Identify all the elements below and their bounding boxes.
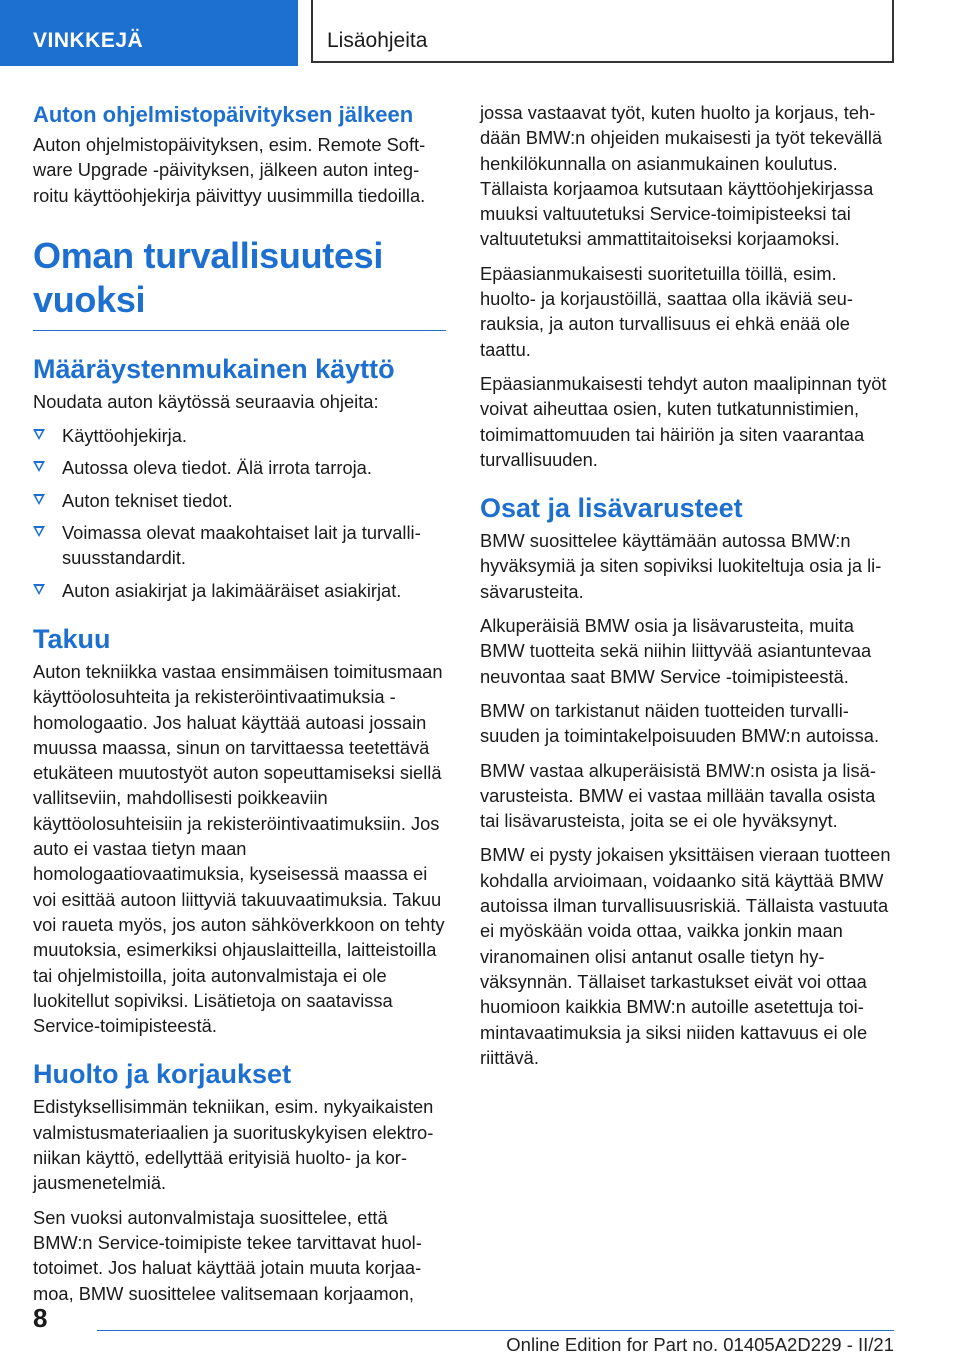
section-software-update: [33, 100, 446, 208]
right-column: [480, 100, 894, 1079]
paragraph-service-2: Sen vuoksi autonvalmistaja suosittelee, että BMW:n Service-toimipiste tekee tarvittavat huoltotoimet. Jos haluat käyttää jotain muuta korjaamoa, BMW suosittelee valitsemaan korjaamon,: [33, 1206, 422, 1304]
chapter-tab-label: VINKKEJÄ: [33, 29, 144, 52]
paragraph-service-continued: jossa vastaavat työt, kuten huolto ja korjaus, tehdään BMW:n ohjeiden mukaisesti ja työt tekevällä henkilökunnalla on asianmukainen koulutus. Tällaista korjaamoa kutsutaan käyttöohjekirjassa muuksi valtuutetuksi Service-toimipisteeksi tai valtuutetuksi ammattitaitoiseksi korjaamoksi.: [480, 102, 883, 250]
paragraph-improper-work-1: Epäasianmukaisesti suoritetuilla töillä, esim. huolto- ja korjaustöillä, saattaa olla ikäviä seurauksia, ja auton turvallisuus ei ehkä enää ole taattu.: [480, 262, 853, 360]
list-item: Autossa oleva tiedot. Älä irrota tarroja.: [33, 455, 446, 480]
section-proper-use: [33, 353, 446, 603]
footer-edition: Online Edition for Part no. 01405A2D229 - II/21: [506, 1334, 894, 1355]
chapter-heading-wrap: [33, 234, 446, 331]
heading-parts: Osat ja lisävarusteet: [480, 493, 743, 524]
section-header-title: Lisäohjeita: [327, 29, 428, 52]
paragraph-service-1: Edistyksellisimmän tekniikan, esim. nykyaikaisten valmistusmateriaalien ja suorituskykyisen elektroniikan käyttö, edellyttää erityisiä huolto- ja korjausmenetelmiä.: [33, 1096, 434, 1194]
list-item: Käyttöohjekirja.: [33, 423, 446, 448]
heading-service: Huolto ja korjaukset: [33, 1059, 292, 1090]
bullet-list: [33, 423, 446, 603]
triangle-bullet-icon: [33, 494, 45, 505]
paragraph-parts-5: BMW ei pysty jokaisen yksittäisen vieraan tuotteen kohdalla arvioimaan, voidaanko sitä käyttää BMW autoissa ilman turvallisuusriskiä. Tällaista vastuuta ei myöskään voida ottaa, vaikka jonkin maan viranomainen olisi antanut osalle tietyn hyväksynnän. Tällaiset tarkastukset eivät voi ottaa huomioon kaikkia BMW:n autoille asetettuja toimintavaatimuksia ja siksi niiden kattavuus ei ole riittävä.: [480, 844, 891, 1068]
footer-divider: [97, 1330, 894, 1331]
triangle-bullet-icon: [33, 461, 45, 472]
section-header: [311, 0, 894, 63]
triangle-bullet-icon: [33, 429, 45, 440]
section-warranty: [33, 623, 446, 1038]
heading-software-update: Auton ohjelmistopäivityksen jälkeen: [33, 102, 414, 127]
triangle-bullet-icon: [33, 584, 45, 595]
chapter-tab: [0, 0, 298, 66]
list-item: Auton asiakirjat ja lakimääräiset asiakirjat.: [33, 578, 446, 603]
chapter-heading: Oman turvallisuutesi vuoksi: [33, 234, 384, 320]
heading-warranty: Takuu: [33, 623, 111, 654]
list-item: Auton tekniset tiedot.: [33, 488, 446, 513]
section-parts: [480, 492, 894, 1070]
paragraph-parts-2: Alkuperäisiä BMW osia ja lisävarusteita, muita BMW tuotteita sekä niihin liittyvää asiantuntevaa neuvontaa saat BMW Service -toimipisteestä.: [480, 615, 872, 687]
paragraph-improper-work-2: Epäasianmukaisesti tehdyt auton maalipinnan työt voivat aiheuttaa osien, kuten tutkatunnistimien, toimimattomuuden tai häiriön ja siten vaarantaa turvallisuuden.: [480, 372, 887, 470]
page-number: 8: [33, 1303, 48, 1333]
list-item: Voimassa olevat maakohtaiset lait ja turvallisuusstandardit.: [33, 520, 446, 571]
triangle-bullet-icon: [33, 526, 45, 537]
paragraph-parts-1: BMW suosittelee käyttämään autossa BMW:n hyväksymiä ja siten sopiviksi luokiteltuja osia ja lisävarusteita.: [480, 530, 882, 602]
section-service: [33, 1058, 446, 1305]
heading-proper-use: Määräystenmukainen käyttö: [33, 353, 395, 384]
left-column: [33, 100, 446, 1315]
paragraph-warranty: Auton tekniikka vastaa ensimmäisen toimitusmaan käyttöolosuhteita ja rekisteröintivaatimuksia - homologaatio. Jos haluat käyttää autoasi jossain muussa maassa, sinun on tarvittaessa teetettävä etukäteen muutostyöt auton sopeuttamiseksi siellä vallitseviin, mahdollisesti poikkeaviin käyttöolosuhteisiin ja rekisteröintivaatimuksiin. Jos auto ei vastaa tietyn maan homologaatiovaatimuksia, kyseisessä maassa ei voi esittää autoon liittyviä takuuvaatimuksia. Takuu voi raueta myös, jos auton sähköverkkoon on tehty muutoksia, esimerkiksi ohjauslaitteilla, laitteistoilla tai ohjelmistoilla, joita autonvalmistaja ei ole luokitellut sopiviksi. Lisätietoja on saatavissa Service-toimipisteestä.: [33, 660, 445, 1037]
paragraph-parts-4: BMW vastaa alkuperäisistä BMW:n osista ja lisävarusteista. BMW ei vastaa millään tavalla osista tai lisävarusteista, joita se ei ole hyväksynyt.: [480, 759, 876, 832]
paragraph-proper-use: Noudata auton käytössä seuraavia ohjeita:: [33, 390, 379, 412]
paragraph-parts-3: BMW on tarkistanut näiden tuotteiden turvallisuuden ja toimintakelpoisuuden BMW:n autoissa.: [480, 699, 880, 747]
paragraph-software-update: Auton ohjelmistopäivityksen, esim. Remote Software Upgrade -päivityksen, jälkeen auton integroitu käyttöohjekirja päivittyy uusimmilla tiedoilla.: [33, 134, 426, 206]
